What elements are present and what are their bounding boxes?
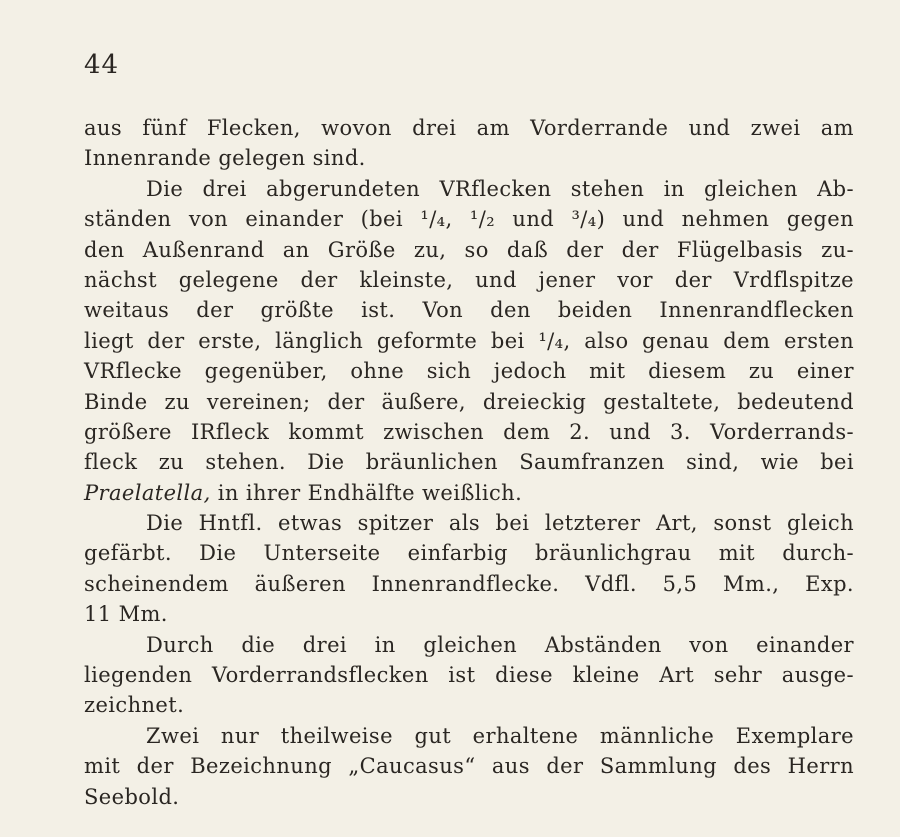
- page-number: 44: [84, 50, 120, 80]
- text-line-22: mit der Bezeichnung „Caucasus“ aus der Sammlung des Herrn: [84, 754, 854, 779]
- text-line-18: Durch die drei in gleichen Abständen von einander: [146, 632, 854, 657]
- text-line-7: weitaus der größte ist. Von den beiden Innenrandflecken: [84, 298, 854, 323]
- text-line-13-rest: in ihrer Endhälfte weißlich.: [217, 480, 523, 505]
- text-line-1: aus fünf Flecken, wovon drei am Vorderrande und zwei am: [84, 116, 854, 140]
- text-line-14: Die Hntfl. etwas spitzer als bei letzterer Art, sonst gleich: [146, 511, 854, 536]
- text-line-6: nächst gelegene der kleinste, und jener vor der Vrdflspitze: [84, 267, 854, 292]
- text-line-9: VRflecke gegenüber, ohne sich jedoch mit diesem zu einer: [84, 359, 854, 384]
- text-line-19: liegenden Vorderrandsflecken ist diese kleine Art sehr ausge-: [84, 663, 854, 688]
- text-line-20: zeichnet.: [84, 693, 185, 718]
- text-line-3: Die drei abgerundeten VRflecken stehen in gleichen Ab-: [146, 176, 854, 201]
- text-line-11: größere IRfleck kommt zwischen dem 2. und 3. Vorderrands-: [84, 419, 854, 444]
- text-line-8: liegt der erste, länglich geformte bei ¹/₄, also genau dem ersten: [84, 328, 854, 353]
- text-line-23: Seebold.: [84, 784, 180, 809]
- text-line-10: Binde zu vereinen; der äußere, dreieckig gestaltete, bedeutend: [84, 389, 854, 414]
- text-line-16: scheinendem äußeren Innenrandflecke. Vdfl. 5,5 Mm., Exp.: [84, 571, 854, 596]
- species-name: Praelatella,: [84, 480, 211, 505]
- text-line-4: ständen von einander (bei ¹/₄, ¹/₂ und ³/₄) und nehmen gegen: [84, 207, 854, 232]
- body-text: [84, 113, 854, 812]
- text-line-17: 11 Mm.: [84, 602, 168, 627]
- text-line-13: [84, 478, 854, 508]
- text-line-15: gefärbt. Die Unterseite einfarbig bräunlichgrau mit durch-: [84, 541, 854, 566]
- text-line-5: den Außenrand an Größe zu, so daß der der Flügelbasis zu-: [84, 237, 854, 262]
- text-line-2: Innenrande gelegen sind.: [84, 146, 366, 171]
- text-line-21: Zwei nur theilweise gut erhaltene männliche Exemplare: [146, 723, 854, 748]
- text-line-12: fleck zu stehen. Die bräunlichen Saumfranzen sind, wie bei: [84, 450, 854, 475]
